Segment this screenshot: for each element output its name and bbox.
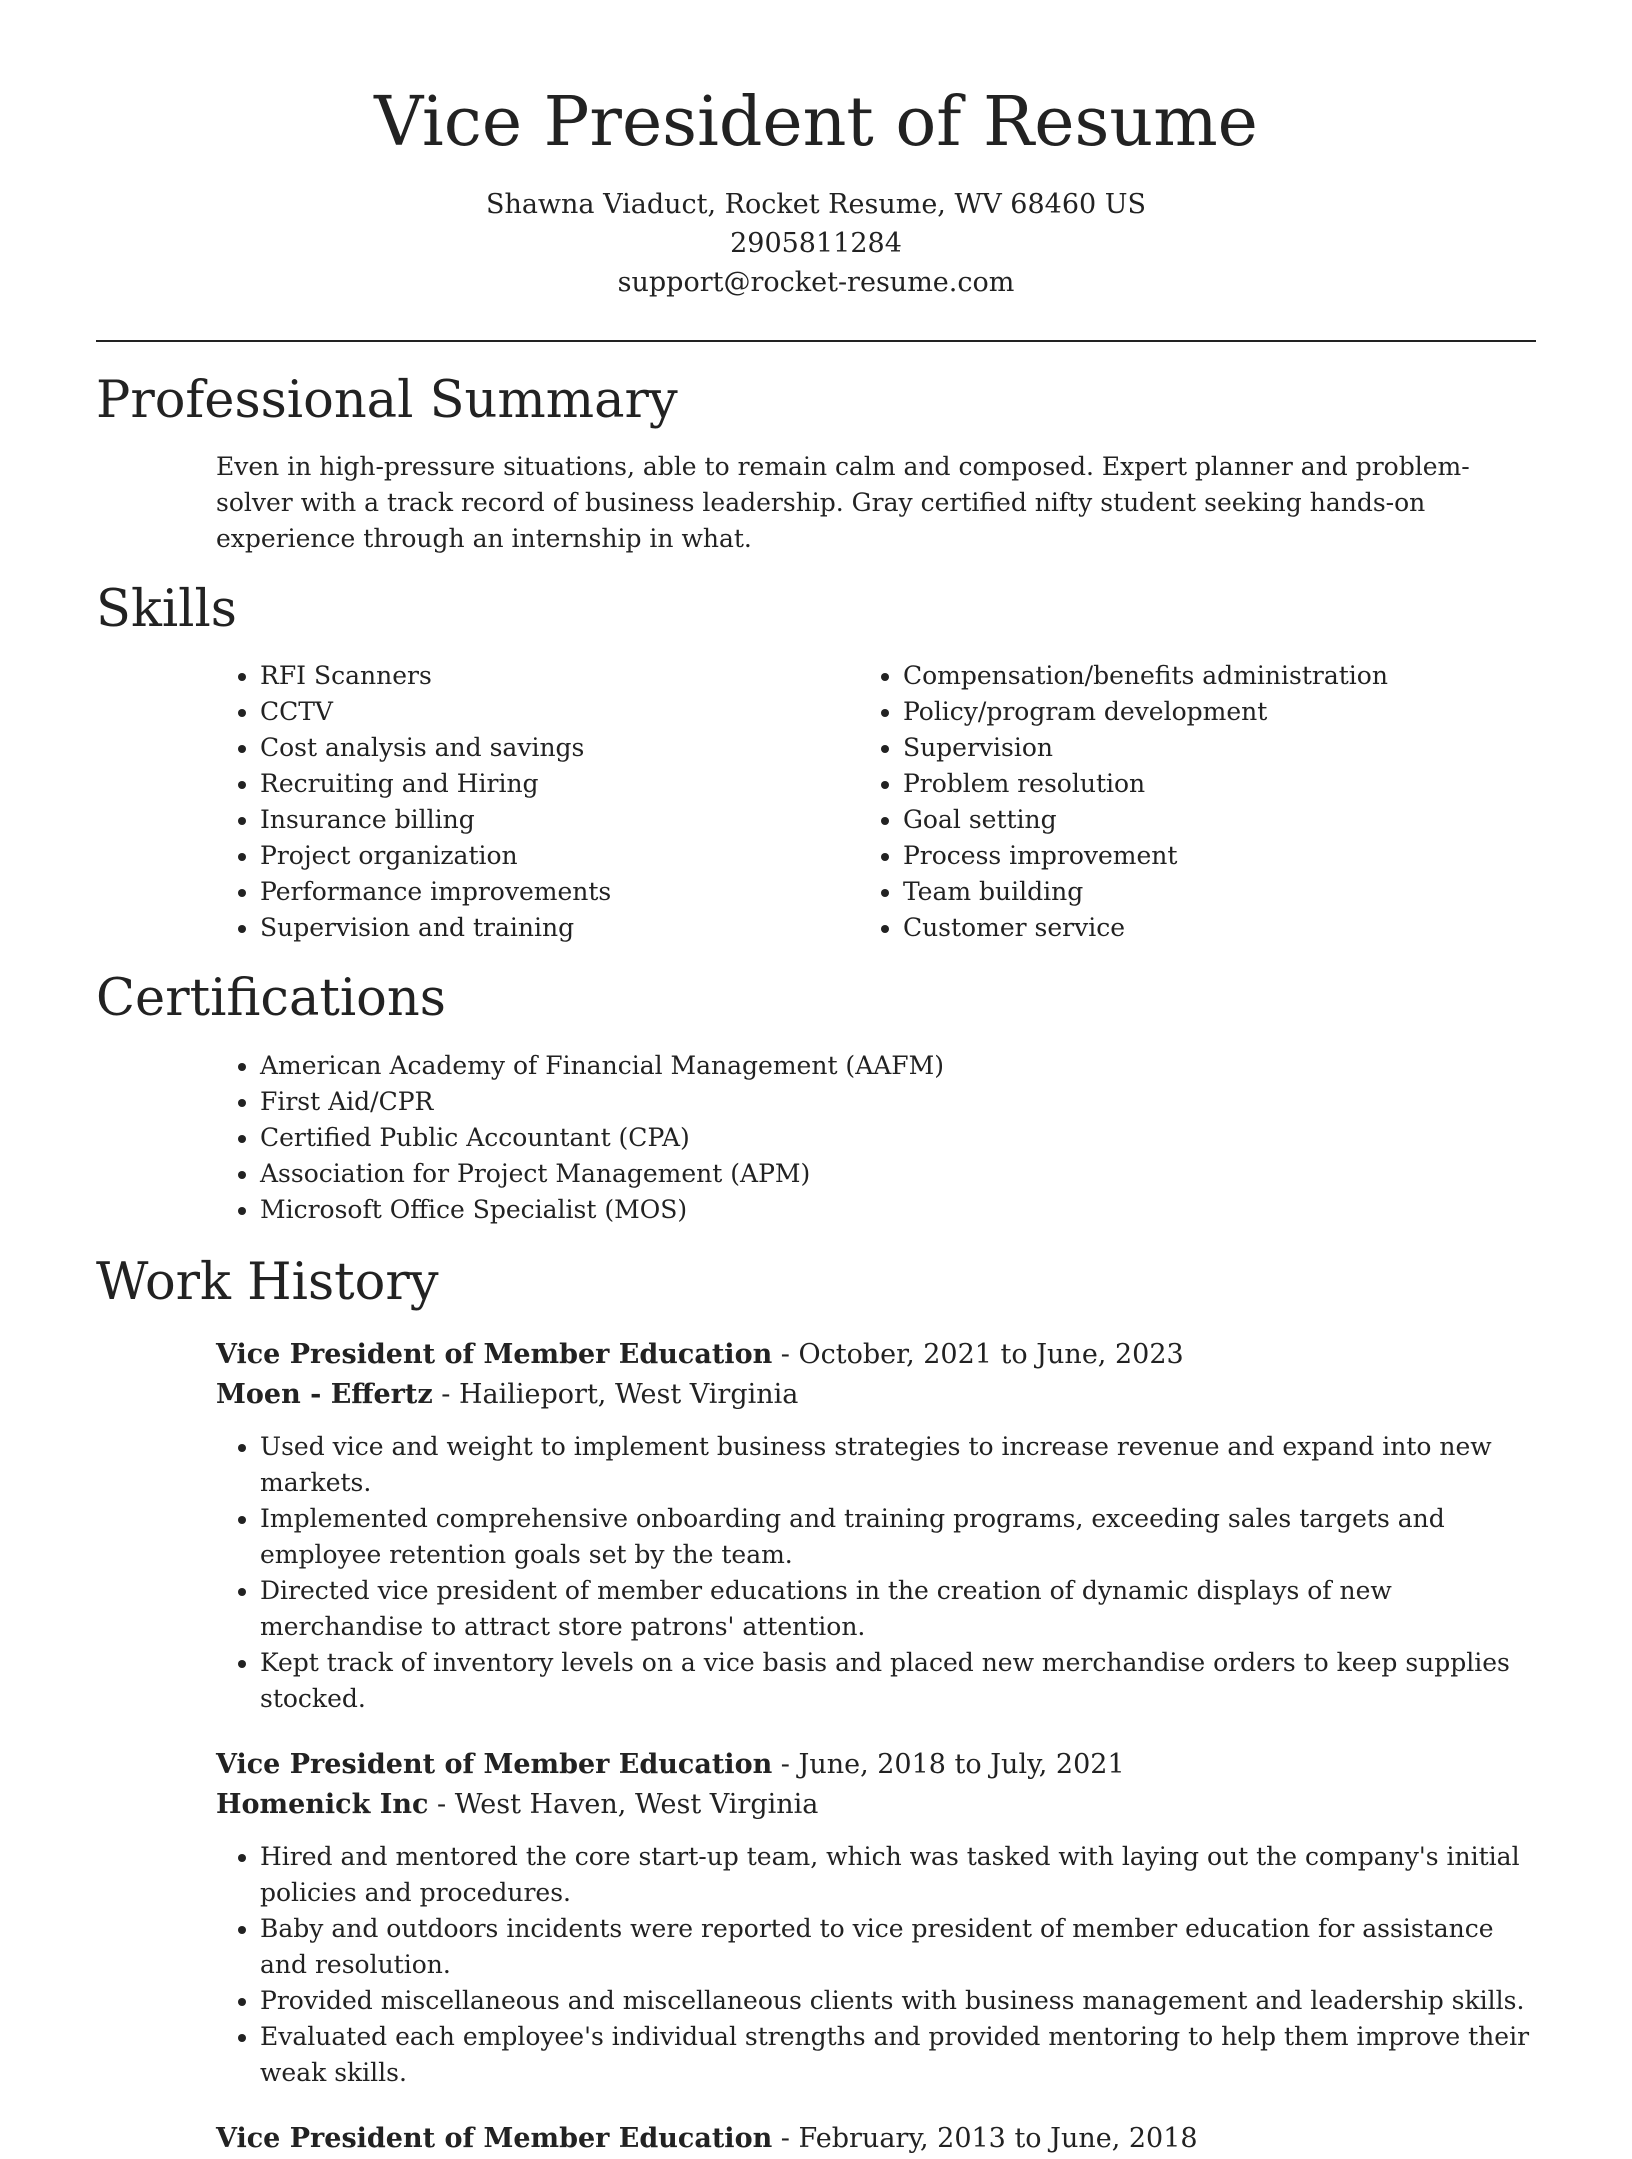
skill-item: • Team building [903, 874, 1536, 910]
job-company: Homenick Inc [216, 1788, 429, 1820]
certification-item: • Association for Project Management (APM) [260, 1156, 1536, 1192]
summary-heading: Professional Summary [96, 371, 678, 430]
job-bullets [260, 1429, 1536, 1717]
certification-item: • First Aid/CPR [260, 1084, 1536, 1120]
job-dates: June, 2018 to July, 2021 [798, 1748, 1125, 1780]
header-divider [96, 340, 1536, 342]
job-bullets [260, 1839, 1536, 2091]
skill-item: • Recruiting and Hiring [260, 766, 903, 802]
contact-email: support@rocket-resume.com [617, 267, 1015, 298]
skill-item: • Compensation/benefits administration [903, 658, 1536, 694]
contact-phone: 2905811284 [730, 228, 902, 259]
certifications-section [96, 968, 1536, 1227]
resume-title: Vice President of Resume [374, 83, 1258, 162]
skill-item: • Cost analysis and savings [260, 730, 903, 766]
job-entry [216, 2119, 1536, 2159]
skills-list-right [903, 658, 1536, 946]
job-bullet: • Baby and outdoors incidents were reported to vice president of member education for assistance and resolution. [260, 1911, 1536, 1983]
job-title-line: Vice President of Member Education - June, 2018 to July, 2021 [216, 1748, 1125, 1780]
job-company-line: Moen - Effertz - Hailieport, West Virginia [216, 1378, 799, 1410]
job-bullet: • Hired and mentored the core start-up team, which was tasked with laying out the company's initial policies and procedures. [260, 1839, 1536, 1911]
certification-item: • Microsoft Office Specialist (MOS) [260, 1192, 1536, 1228]
job-entry [216, 1335, 1536, 1717]
job-title: Vice President of Member Education [216, 2122, 773, 2154]
skill-item: • Project organization [260, 838, 903, 874]
skills-list-left [260, 658, 903, 946]
job-entry [216, 1745, 1536, 2091]
summary-text: Even in high-pressure situations, able to remain calm and composed. Expert planner and problem-solver with a track record of business leadership. Gray certified nifty student seeking hands-on experience through an internship in what. [216, 452, 1470, 554]
contact-block [96, 185, 1536, 302]
skill-item: • Problem resolution [903, 766, 1536, 802]
job-title: Vice President of Member Education [216, 1338, 773, 1370]
job-bullet: • Used vice and weight to implement business strategies to increase revenue and expand into new markets. [260, 1429, 1536, 1501]
job-dates: October, 2021 to June, 2023 [798, 1338, 1184, 1370]
skill-item: • Supervision [903, 730, 1536, 766]
skill-item: • Customer service [903, 910, 1536, 946]
certifications-heading: Certifications [96, 969, 446, 1029]
skills-columns [96, 658, 1536, 946]
job-company: Moen - Effertz [216, 1378, 433, 1410]
summary-section [96, 370, 1536, 557]
skill-item: • Insurance billing [260, 802, 903, 838]
skill-item: • Process improvement [903, 838, 1536, 874]
job-bullet: • Provided miscellaneous and miscellaneous clients with business management and leadership skills. [260, 1983, 1536, 2019]
work-history-section [96, 1252, 1536, 2159]
certification-item: • Certified Public Accountant (CPA) [260, 1120, 1536, 1156]
contact-address: Shawna Viaduct, Rocket Resume, WV 68460 US [485, 189, 1147, 220]
skill-item: • RFI Scanners [260, 658, 903, 694]
work-history-heading: Work History [96, 1252, 439, 1312]
job-dates: February, 2013 to June, 2018 [798, 2122, 1198, 2154]
skills-section [96, 579, 1536, 946]
skill-item: • Goal setting [903, 802, 1536, 838]
job-bullet: • Evaluated each employee's individual strengths and provided mentoring to help them improve their weak skills. [260, 2019, 1536, 2091]
job-location: Hailieport, West Virginia [458, 1378, 799, 1410]
skill-item: • Performance improvements [260, 874, 903, 910]
job-title-line: Vice President of Member Education - February, 2013 to June, 2018 [216, 2122, 1198, 2154]
certifications-list [260, 1048, 1536, 1228]
job-title-line: Vice President of Member Education - October, 2021 to June, 2023 [216, 1338, 1184, 1370]
job-company-line: Homenick Inc - West Haven, West Virginia [216, 1788, 819, 1820]
job-bullet: • Directed vice president of member educations in the creation of dynamic displays of new merchandise to attract store patrons' attention. [260, 1573, 1536, 1645]
job-location: West Haven, West Virginia [454, 1788, 819, 1820]
job-bullet: • Implemented comprehensive onboarding and training programs, exceeding sales targets and employee retention goals set by the team. [260, 1501, 1536, 1573]
skill-item: • Policy/program development [903, 694, 1536, 730]
skill-item: • Supervision and training [260, 910, 903, 946]
certification-item: • American Academy of Financial Management (AAFM) [260, 1048, 1536, 1084]
skills-heading: Skills [96, 580, 237, 640]
job-title: Vice President of Member Education [216, 1748, 773, 1780]
job-bullet: • Kept track of inventory levels on a vice basis and placed new merchandise orders to keep supplies stocked. [260, 1645, 1536, 1717]
skill-item: • CCTV [260, 694, 903, 730]
